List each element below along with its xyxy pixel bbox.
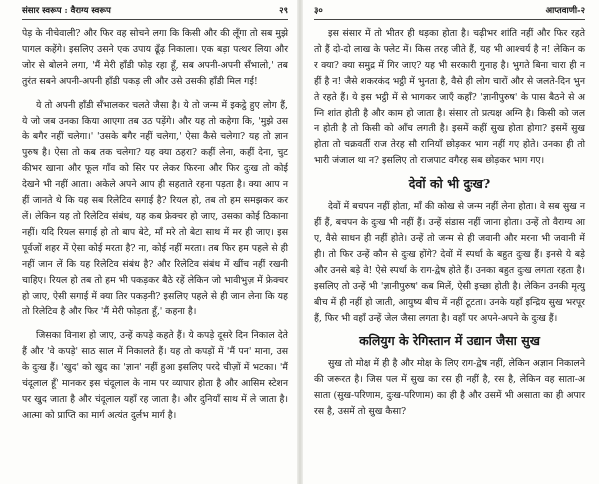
right-page-header <box>314 5 585 20</box>
book-gutter <box>297 0 303 484</box>
left-paragraph-1: पेड़ के नीचेवाली? और फिर वह सोचने लगा कि किसी और की लूँगा तो सब मुझे पागल कहेंगे। इसलिए उसने एक उपाय ढूँढ़ निकाला। एक बड़ा पत्थर लिया और जोर से बोलने लगा, 'मैं मेरी हाँडी फोड़ रहा हूँ, सब अपनी-अपनी सँभालो,' तब तुरंत सबने अपनी-अपनी हाँडी पकड़ ली और उसे उसकी हाँडी मिल गई! <box>22 28 288 87</box>
section-heading-devas: देवों को भी दुःख? <box>408 176 491 192</box>
right-page <box>304 0 599 484</box>
right-header-title: आप्तवाणी-२ <box>545 6 585 16</box>
right-paragraph-devas: देवों में बचपन नहीं होता, माँ की कोख से जन्म नहीं लेना होता। वे सब सुख नहीं हैं, बचपन के दुःख भी नहीं हैं। उन्हें संडास नहीं जाना होता। उन्हें तो वैराग्य आए, वैसे साधन ही नहीं होते। उन्हें तो जन्म से ही जवानी और मरना भी जवानी में ही। तो फिर उन्हें कौन से दुःख होंगे? देवों में स्पर्धा के बहुत दुःख हैं। इनसे ये बड़े और उनसे बड़े वे! ऐसे स्पर्धा के राग-द्वेष होते हैं। उनका बहुत दुःख लगता रहता है। इसलिए तो उन्हें भी 'ज्ञानीपुरुष' कब मिलें, ऐसी इच्छा होती है। लेकिन उनकी मृत्यु बीच में ही नहीं हो जाती, आयुष्य बीच में नहीं टूटता। उनके यहाँ इन्द्रिय सुख भरपूर हैं, फिर भी वहाँ उन्हें जेल जैसा लगता है। वहाँ पर अपने-अपने के दुःख हैं। <box>314 201 585 324</box>
section-heading-kaliyug: कलियुग के रेगिस्तान में उद्यान जैसा सुख <box>359 333 540 349</box>
left-page-number: २९ <box>279 6 288 16</box>
left-header-title: संसार स्वरूप : वैराग्य स्वरूप <box>22 6 111 16</box>
left-paragraph-2: ये तो अपनी हाँडी सँभालकर चलते जैसा है। ये तो जन्म में इकट्ठे हुए लोग हैं, ये जो जब उनका किया आएगा तब उठ पड़ेंगे। और यह तो कहेगा कि, 'मुझे उसके बगैर नहीं चलेगा।' 'उसके बगैर नहीं चलेगा,' ऐसा कैसे चलेगा? यह तो ज्ञानपुरुष है। ऐसा तो कब तक चलेगा? यह क्या ठहरा? कहीं लेना, कहीं देना, चुटकीभर खाना और फूल गाँव को सिर पर लेकर फिरना और फिर दुःख तो कोई देखने भी नहीं आता। अकेले अपने आप ही सहताते रहना पड़ता है। क्या आप नहीं जानते थे कि यह सब रिलेटिव सगाई है? रियल हो, तब तो हम समझकर कर लें। लेकिन यह तो रिलेटिव संबंध, यह कब फ्रेक्चर हो जाए, उसका कोई ठिकाना नहीं। यदि रियल सगाई हो तो बाप बेटे, माँ मरे तो बेटा साथ में मर ही जाए। इस पूर्वजों शहर में ऐसा कोई मरता है? ना, कोई नहीं मरता। तब फिर हम पहले से ही नहीं जान लें कि यह रिलेटिव संबंध है? और रिलेटिव संबंध में खींच नहीं रखनी चाहिए। रियल हो तब तो हम भी पकड़कर बैठे रहें लेकिन जो भावीभुज़ में फ्रेक्चर हो जाए, ऐसी सगाई में क्या तिर पकड़नी? इसलिए पहले से ही जान लेना कि यह तो रिलेटिव है और फिर 'मैं मेरी फोड़ता हूँ,' कहना है। <box>22 99 288 318</box>
right-page-number: ३० <box>314 6 323 16</box>
left-page-header <box>22 5 288 20</box>
left-page <box>0 0 296 484</box>
right-paragraph-intro: इस संसार में तो भीतर ही धड़का होता है। चढ़ीभर शांति नहीं और फिर रहते तो हैं दो-दो लाख के फ्लेट में। किस तरह जीते हैं, यह भी आश्चर्य है न! लेकिन कर क्या? क्या समुद्र में गिर जाए? यह भी सरकारी गुनाह है। भुगते बिना चारा ही नहीं है न! जैसे शकरकंद भट्ठी में भुनता है, वैसे ही लोग चारों और से जलते-दिन भुनते रहते हैं। ये इस भट्ठी में से भागकर जाएँ कहाँ? 'ज्ञानीपुरुष' के पास बैठने से अग्नि शांत होती है और काम हो जाता है। संसार तो प्रत्यक्ष अग्नि है। किसी को जलन होती है तो किसी को आँच लगती है। इसमें कहीं सुख होता होगा? इसमें सुख होता तो चक्रवर्ती राज तेरह सौ रानियाँ छोड़कर भाग नहीं गए होते। उनका ही तो भारी जंजाल था न? इसलिए तो राजपाट वगैरह सब छोड़कर भाग गए। <box>314 28 585 167</box>
left-paragraph-3: जिसका विनाश हो जाए, उन्हें कपड़े कहते हैं। ये कपड़े दूसरे दिन निकाल देते हैं और 'वे कपड़े' साठ साल में निकालते हैं। यह तो कपड़ों में 'मैं पन' माना, उसके दुःख हैं। 'खुद' को खुद का 'ज्ञान' नहीं हुआ इसलिए परदे चीज़ों में भटका। 'मैं चंदूलाल हूँ' मानकर इस चंदूलाल के नाम पर व्यापार होता है और आसिम स्टेशन पर खुद जाता है और चंदूलाल यहाँ रह जाता है। और दुनियाँ साथ में ले जाता है। आत्मा को प्राप्ति का मार्ग अत्यंत दुर्लभ मार्ग है। <box>22 330 288 421</box>
right-paragraph-kaliyug: सुख तो मोक्ष में ही है और मोक्ष के लिए राग-द्वेष नहीं, लेकिन अज्ञान निकालने की जरूरत है। जिस पल में सुख का रस ही नहीं है, रस है, लेकिन वह साता-असाता (सुख-परिणाम, दुःख-परिणाम) का ही है और उसमें भी असाता का ही अपार रस है, उसमें तो सुख कैसा? <box>314 358 585 418</box>
